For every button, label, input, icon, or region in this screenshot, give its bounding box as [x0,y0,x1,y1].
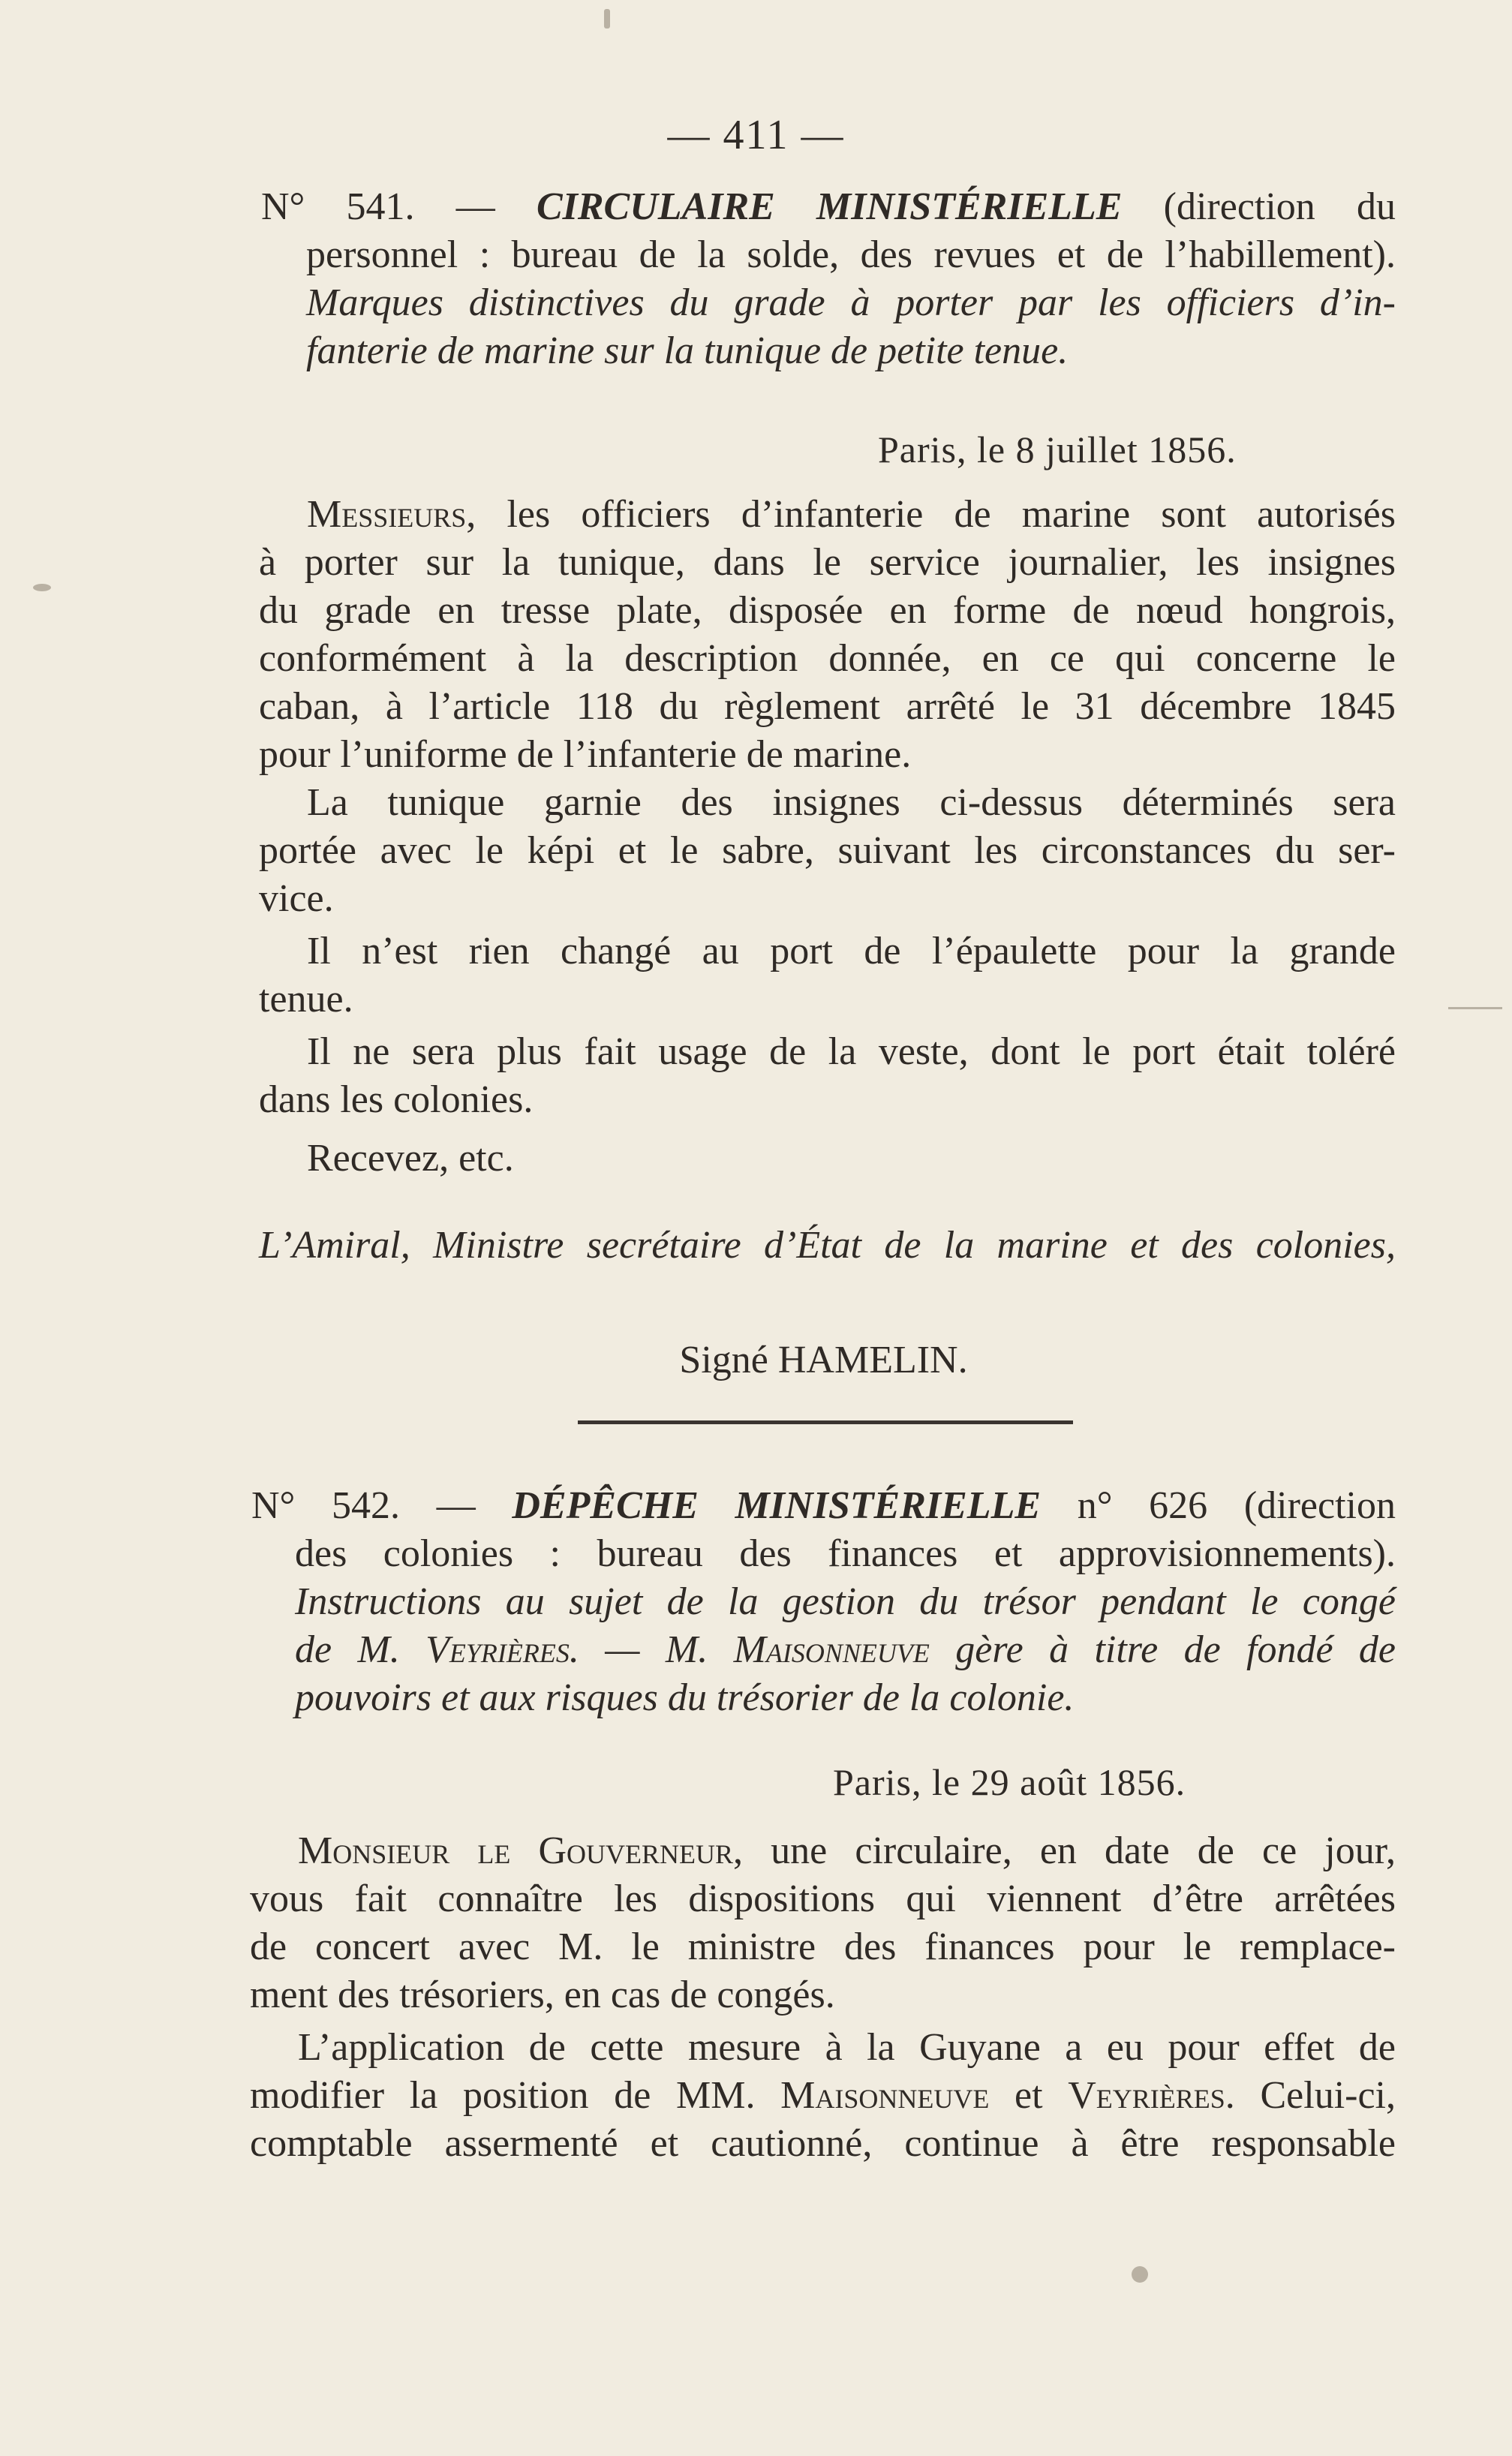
subject-line: fanterie de marine sur la tunique de petite tenue. [306,329,1069,372]
subject-line: Marques distinctives du grade à porter par les officiers d’in- [306,281,1396,324]
doc-number: N° 542. — [251,1484,513,1527]
paragraph-line: vice. [259,877,334,920]
heading-line: des colonies : bureau des finances et approvisionnements). [295,1532,1396,1575]
salutation: Monsieur le Gouverneur [298,1829,734,1872]
subject-line [251,1626,1396,1674]
paragraph-line: ment des trésoriers, en cas de congés. [250,1974,835,2016]
paper-speck [604,9,610,29]
paragraph-line: L’application de cette mesure à la Guyane a eu pour effet de [298,2026,1396,2069]
paragraph-line: tenue. [259,978,353,1021]
doc-type-title: CIRCULAIRE MINISTÉRIELLE [536,185,1123,228]
salutation: Messieurs [307,493,467,536]
paragraph-line: conformément à la description donnée, en ce qui concerne le [259,637,1396,680]
line-text: , les officiers d’infanterie de marine sont autorisés [466,493,1396,536]
doc-type-title: DÉPÊCHE MINISTÉRIELLE [512,1484,1042,1527]
paragraph-line: vous fait connaître les dispositions qui viennent d’être arrêtées [250,1877,1396,1920]
signature-541: Signé HAMELIN. [679,1339,968,1381]
line-text: , une circulaire, en date de ce jour, [733,1829,1396,1872]
paragraph-line: La tunique garnie des insignes ci-dessus déterminés sera [307,781,1396,824]
paragraph-line: comptable assermenté et cautionné, continue à être responsable [250,2122,1396,2165]
doc-541-body [259,491,1396,1270]
paragraph-line: portée avec le képi et le sabre, suivant les circonstances du ser- [259,829,1396,872]
heading-line: personnel : bureau de la solde, des revues et de l’habillement). [306,233,1396,276]
line-text: modifier la position de MM. [250,2074,781,2117]
heading-text: (direction du [1122,185,1396,228]
paragraph-line: pour l’uniforme de l’infanterie de marine. [259,733,912,776]
subject-line: pouvoirs et aux risques du trésorier de la colonie. [295,1676,1075,1719]
paragraph-line [250,1827,1396,1875]
paragraph-line: de concert avec M. le ministre des finances pour le remplace- [250,1925,1396,1968]
person-name: Veyrières [1068,2074,1225,2117]
paragraph-line [259,491,1396,539]
paper-speck [1448,1007,1502,1009]
line-text: gère à titre de fondé de [929,1628,1396,1671]
heading-text: n° 626 (direction [1041,1484,1396,1527]
line-text: et [989,2074,1069,2117]
paragraph-line: Il n’est rien changé au port de l’épaulette pour la grande [307,930,1396,972]
doc-542-body [250,1827,1396,2168]
subject-line: Instructions au sujet de la gestion du trésor pendant le congé [295,1580,1396,1623]
line-text: . — M. [569,1628,734,1671]
section-divider [578,1420,1073,1424]
paragraph-line: du grade en tresse plate, disposée en forme de nœud hongrois, [259,589,1396,632]
paragraph-line: caban, à l’article 118 du règlement arrêté le 31 décembre 1845 [259,685,1396,728]
doc-number: N° 541. — [261,185,537,228]
doc-541-heading [261,183,1396,375]
heading-line [261,183,1396,231]
date-541: Paris, le 8 juillet 1856. [878,428,1237,470]
date-542: Paris, le 29 août 1856. [833,1761,1186,1803]
person-name: Veyrières [425,1628,570,1671]
paragraph-line: Il ne sera plus fait usage de la veste, dont le port était toléré [307,1030,1396,1073]
paper-speck [1132,2266,1148,2283]
doc-542-heading [251,1482,1396,1722]
line-text: de M. [295,1628,426,1671]
paragraph-line: Recevez, etc. [307,1137,514,1180]
paragraph-line: à porter sur la tunique, dans le service journalier, les insignes [259,541,1396,584]
heading-line [251,1482,1396,1530]
closing-line: L’Amiral, Ministre secrétaire d’État de la marine et des colonies, [259,1224,1396,1267]
page-number: — 411 — [667,112,845,158]
line-text: . Celui-ci, [1225,2074,1396,2117]
paper-speck [33,584,51,591]
person-name: Maisonneuve [733,1628,930,1671]
person-name: Maisonneuve [780,2074,990,2117]
paragraph-line: dans les colonies. [259,1078,534,1121]
paragraph-line [250,2072,1396,2120]
